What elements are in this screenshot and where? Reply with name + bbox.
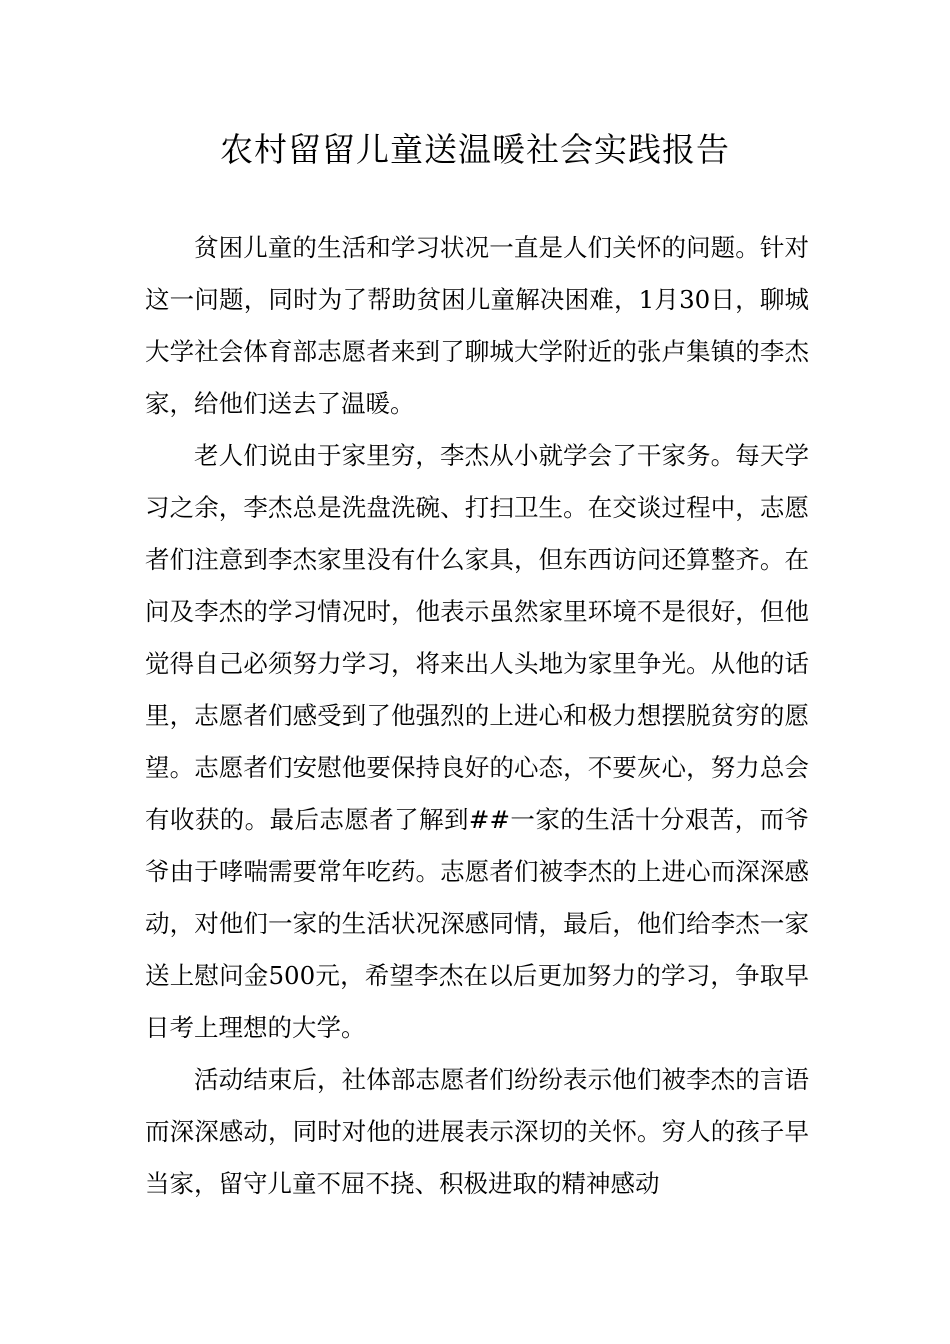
paragraph-3: 活动结束后，社体部志愿者们纷纷表示他们被李杰的言语而深深感动，同时对他的进展表示深切的关怀。穷人的孩子早当家，留守儿童不屈不挠、积极进取的精神感动 [145,1065,809,1198]
document-title: 农村留留儿童送温暖社会实践报告 [220,130,730,169]
paragraph-2: 老人们说由于家里穷，李杰从小就学会了干家务。每天学习之余，李杰总是洗盘洗碗、打扫卫生。在交谈过程中，志愿者们注意到李杰家里没有什么家具，但东西访问还算整齐。在问及李杰的学习情况时，他表示虽然家里环境不是很好，但他觉得自己必须努力学习，将来出人头地为家里争光。从他的话里，志愿者们感受到了他强烈的上进心和极力想摆脱贫穷的愿望。志愿者们安慰他要保持良好的心态，不要灰心，努力总会有收获的。最后志愿者了解到##一家的生活十分艰苦，而爷爷由于哮喘需要常年吃药。志愿者们被李杰的上进心而深深感动，对他们一家的生活状况深感同情，最后，他们给李杰一家送上慰问金500元，希望李杰在以后更加努力的学习，争取早日考上理想的大学。 [145,441,809,1042]
document-body [145,222,809,1210]
paragraph-1: 贫困儿童的生活和学习状况一直是人们关怀的问题。针对这一问题，同时为了帮助贫困儿童解决困难，1月30日，聊城大学社会体育部志愿者来到了聊城大学附近的张卢集镇的李杰家，给他们送去了温暖。 [145,233,809,418]
